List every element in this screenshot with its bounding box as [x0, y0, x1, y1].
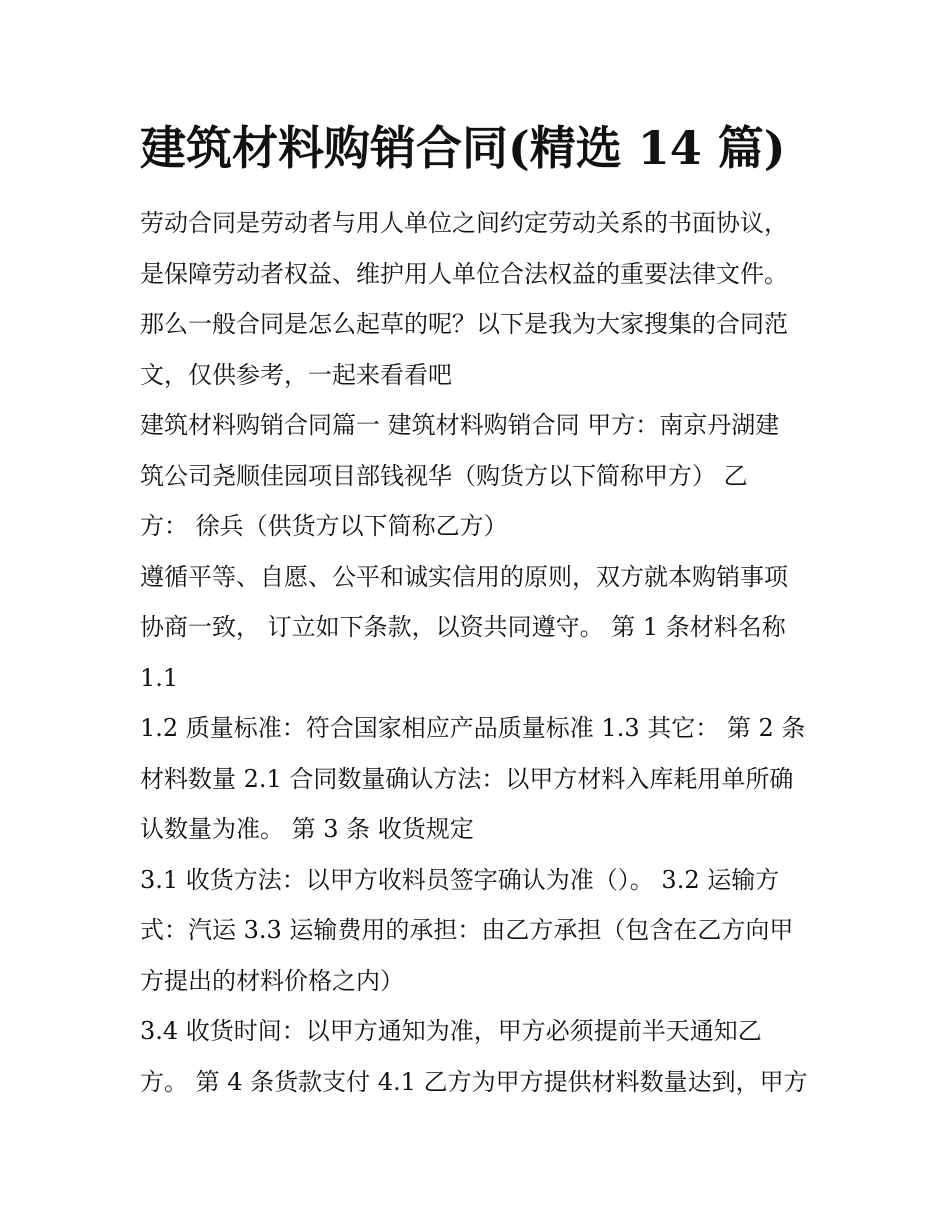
- text-line: 遵循平等、自愿、公平和诚实信用的原则，双方就本购销事项: [140, 562, 788, 591]
- text-line: 3.1 收货方法：以甲方收料员签字确认为准（）。 3.2 运输方: [140, 865, 780, 894]
- text-line: 文，仅供参考，一起来看看吧: [140, 360, 452, 389]
- text-line: 1.2 质量标准：符合国家相应产品质量标准 1.3 其它： 第 2 条: [140, 714, 806, 742]
- text-line: 方： 徐兵（供货方以下简称乙方）: [140, 512, 508, 540]
- paragraph-parties: [140, 400, 820, 552]
- text-line: 方。 第 4 条货款支付 4.1 乙方为甲方提供材料数量达到，甲方: [140, 1067, 808, 1096]
- text-line: 式：汽运 3.3 运输费用的承担：由乙方承担（包含在乙方向甲: [140, 916, 794, 944]
- text-line: 建筑材料购销合同篇一 建筑材料购销合同 甲方：南京丹湖建: [140, 411, 780, 439]
- text-line: 认数量为准。 第 3 条 收货规定: [140, 815, 474, 843]
- text-line: 协商一致， 订立如下条款，以资共同遵守。 第 1 条材料名称: [140, 613, 786, 641]
- text-line: 那么一般合同是怎么起草的呢？以下是我为大家搜集的合同范: [140, 310, 788, 338]
- text-line: 方提出的材料价格之内）: [140, 966, 404, 995]
- paragraph-quality-quantity: [140, 703, 820, 855]
- text-line: 筑公司尧顺佳园项目部钱视华（购货方以下简称甲方） 乙: [140, 461, 748, 490]
- text-line: 1.1: [140, 663, 179, 692]
- paragraph-intro: [140, 198, 820, 400]
- paragraph-receiving: [140, 855, 820, 1007]
- text-line: 3.4 收货时间：以甲方通知为准，甲方必须提前半天通知乙: [140, 1017, 762, 1045]
- document-body: [140, 198, 820, 1107]
- text-line: 是保障劳动者权益、维护用人单位合法权益的重要法律文件。: [140, 259, 788, 288]
- text-line: 劳动合同是劳动者与用人单位之间约定劳动关系的书面协议，: [140, 209, 788, 237]
- text-line: 材料数量 2.1 合同数量确认方法：以甲方材料入库耗用单所确: [140, 764, 794, 793]
- paragraph-principles: [140, 552, 820, 704]
- paragraph-payment: [140, 1006, 820, 1107]
- document-title: 建筑材料购销合同(精选 14 篇): [140, 121, 786, 175]
